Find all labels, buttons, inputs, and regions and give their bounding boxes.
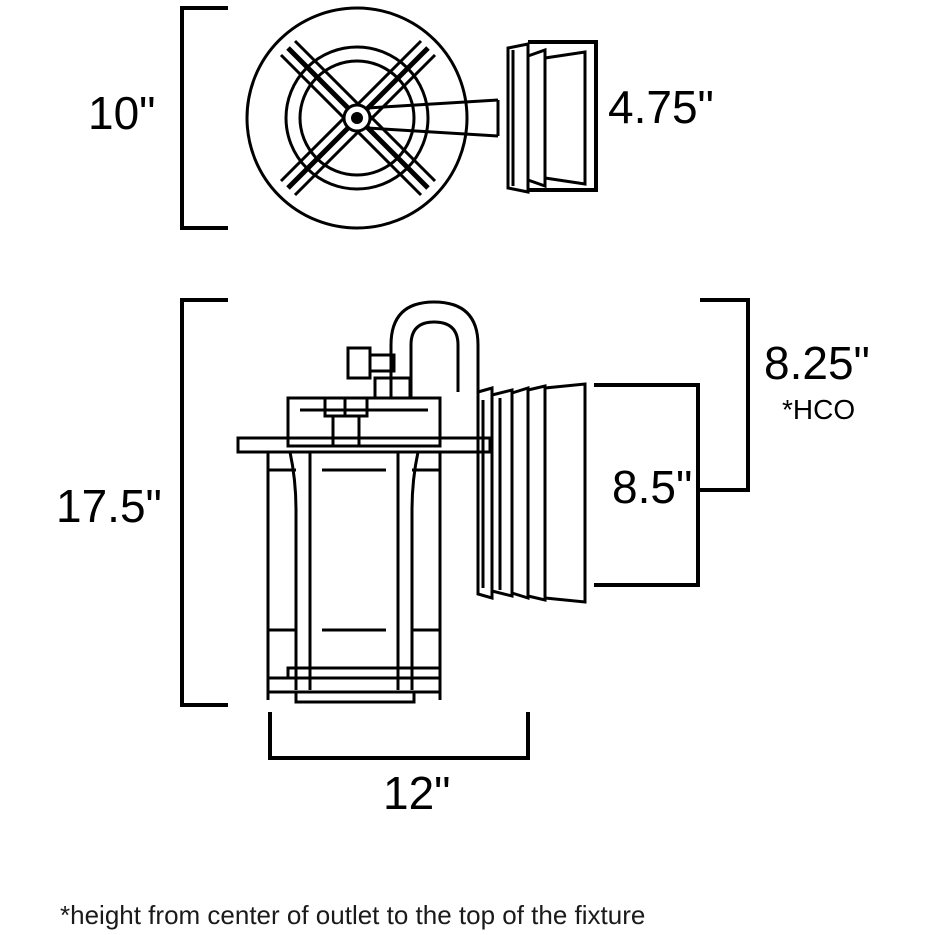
dimension-label-top-depth: 4.75" (608, 81, 714, 133)
dimension-bracket-top-height (182, 8, 228, 228)
top-view-center-hub (344, 105, 370, 131)
dimension-label-outlet-to-top: 8.25" (764, 337, 870, 389)
dimension-label-top-height: 10" (88, 87, 156, 139)
side-view-base (268, 668, 440, 702)
side-view-arm-bracket (348, 348, 410, 398)
top-view-arm (367, 100, 498, 136)
dimension-label-backplate-height: 8.5" (612, 461, 693, 513)
side-view-gooseneck-arm (391, 302, 478, 398)
top-view-backplate (508, 44, 585, 192)
dimension-bracket-outlet-to-top (700, 300, 748, 490)
dimension-bracket-overall-width (270, 712, 528, 758)
dimension-bracket-overall-height (182, 300, 228, 705)
footnote-text: *height from center of outlet to the top of the fixture (60, 900, 646, 930)
side-view-backplate (478, 384, 585, 602)
dimension-label-hco-note: *HCO (782, 394, 856, 425)
side-view-body (268, 452, 440, 700)
dimension-label-overall-height: 17.5" (56, 480, 162, 532)
dimension-label-overall-width: 12" (383, 767, 451, 819)
